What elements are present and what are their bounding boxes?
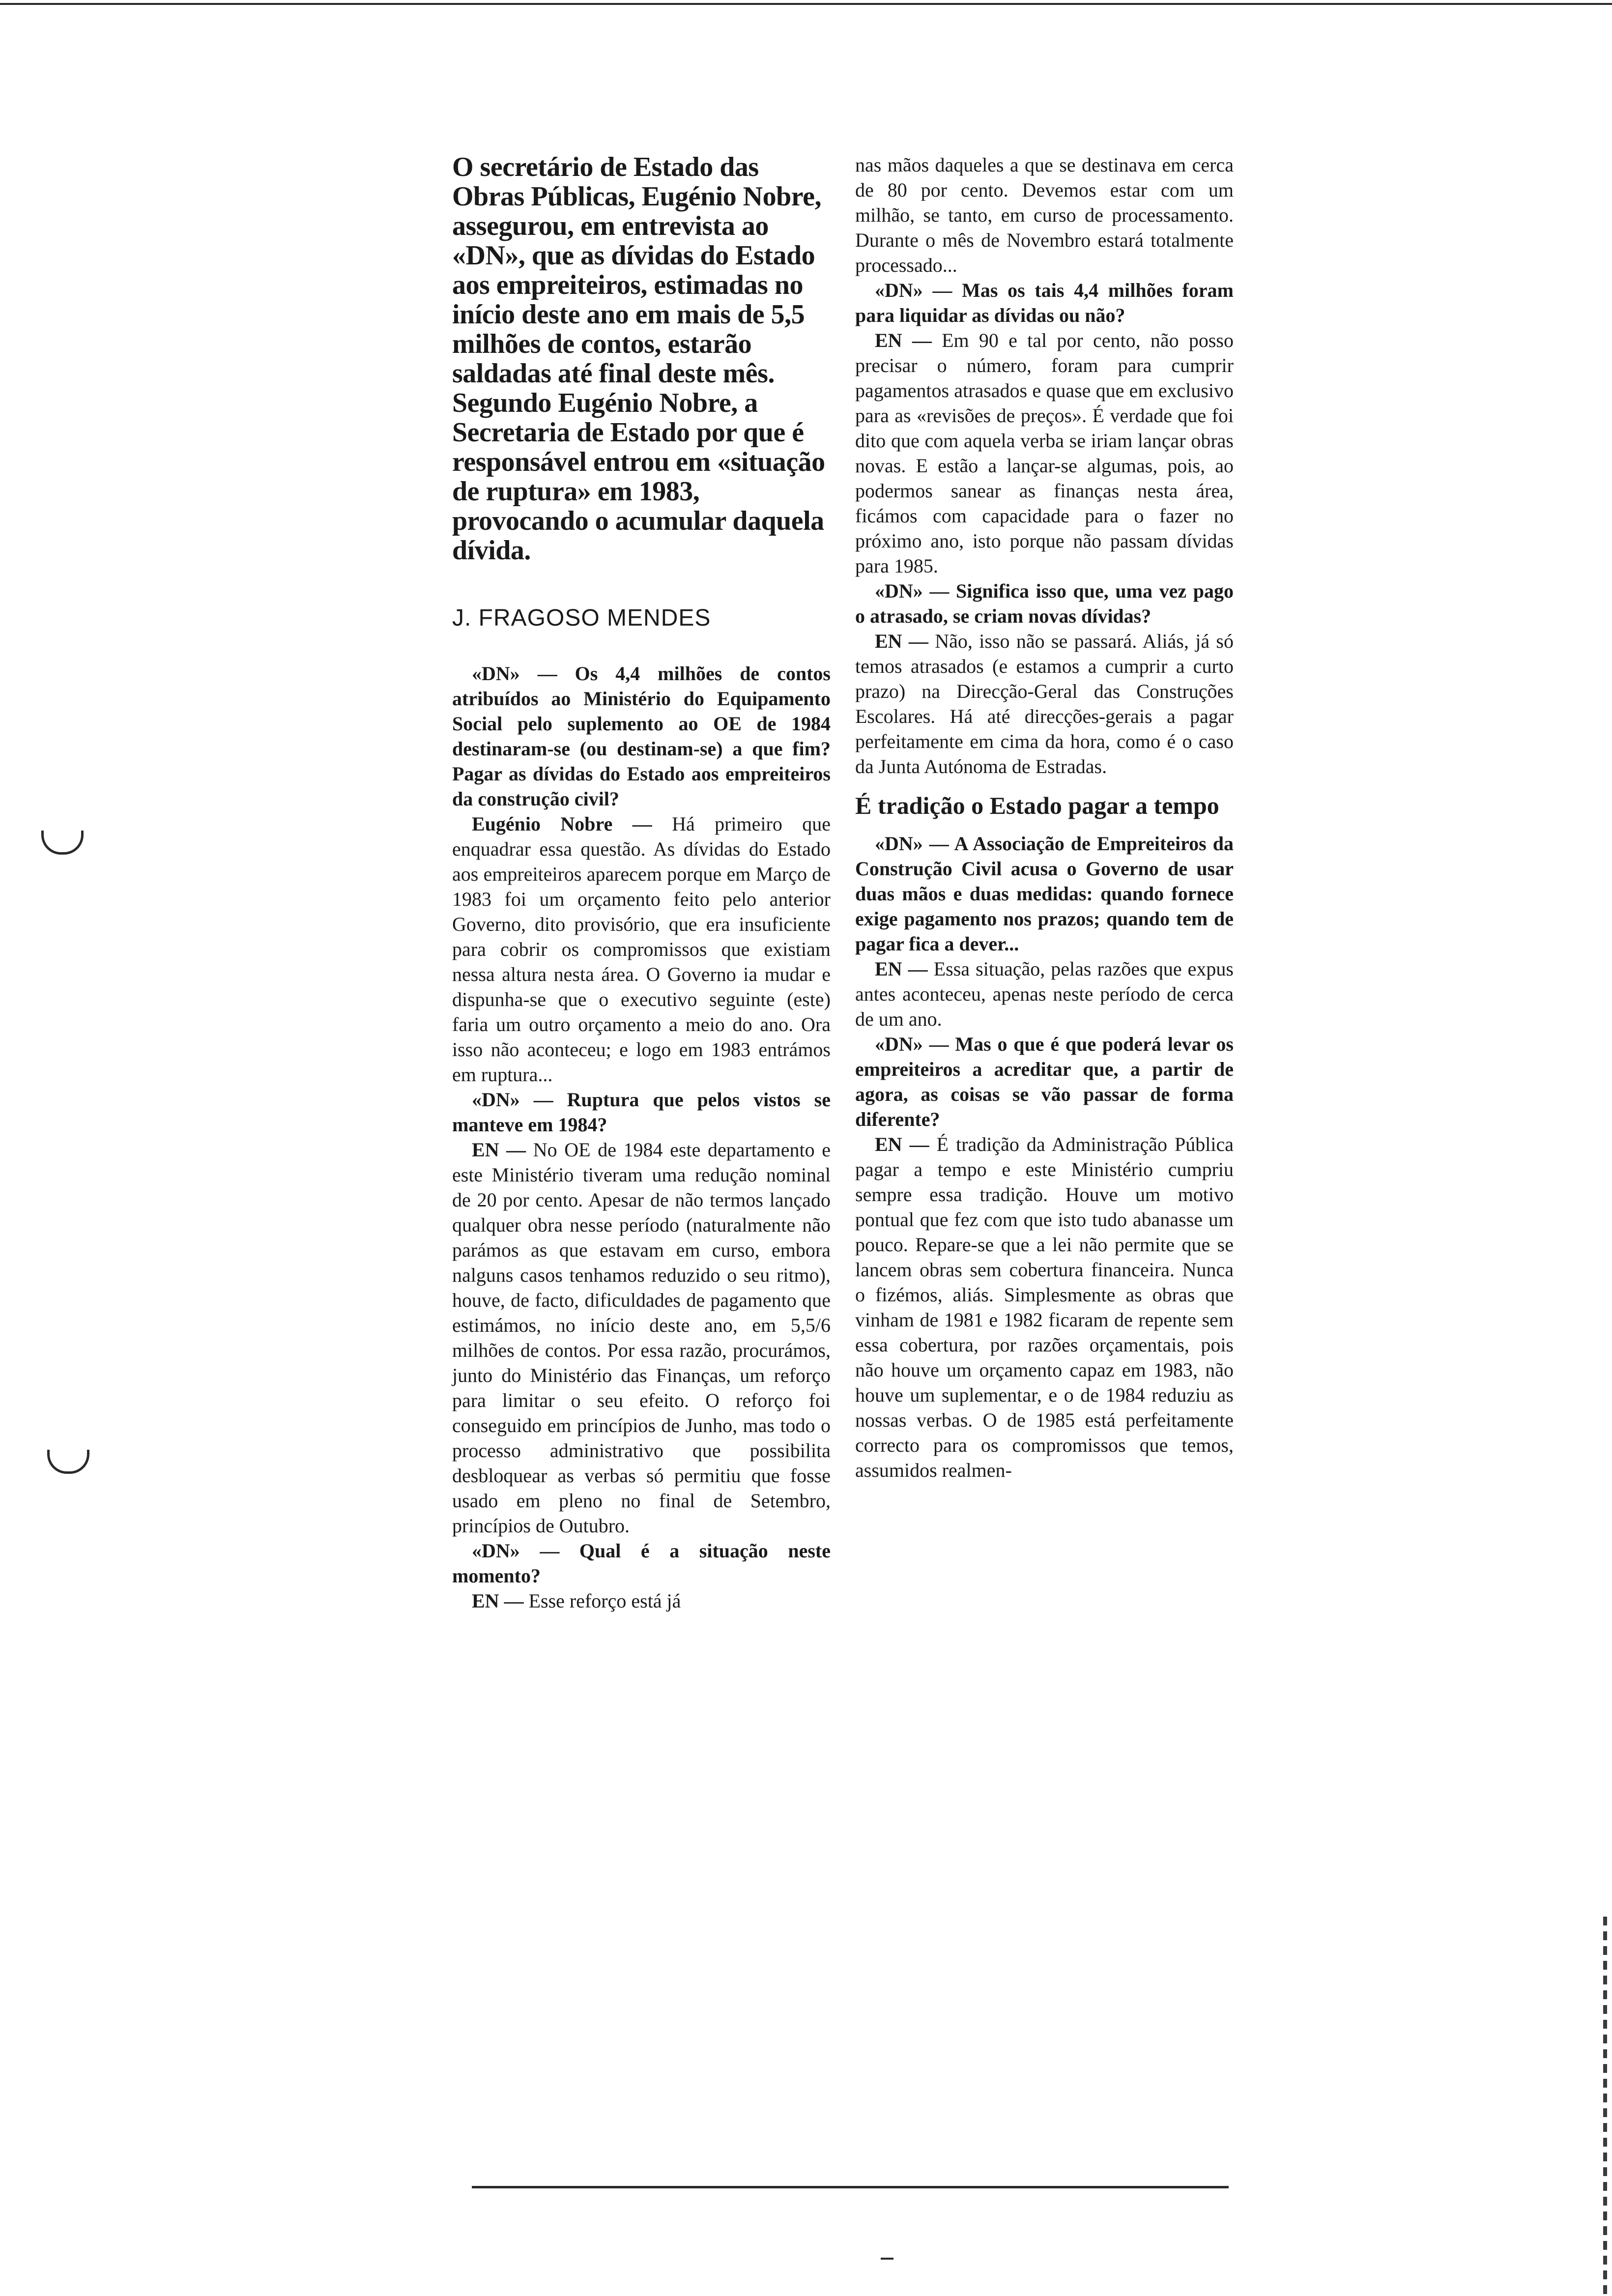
- answer-7: [855, 1132, 1234, 1483]
- question-1: «DN» — Os 4,4 milhões de contos atribuídos ao Ministério do Equipamento Social pelo suplemento ao OE de 1984 destinaram-se (ou destinam-se) a que fim? Pagar as dívidas do Estado aos empreiteiros da construção civil?: [452, 662, 831, 810]
- answer-text: Em 90 e tal por cento, não posso precisar o número, foram para cumprir pagamentos atrasados e quase que em exclusivo para as «revisões de preços». É verdade que foi dito que com aquela verba se iriam lançar obras novas. E estão a lançar-se algumas, pois, ao podermos sanear as finanças nesta área, ficámos com capacidade para o fazer no próximo ano, isto porque não passam dívidas para 1985.: [855, 329, 1234, 577]
- answer-text: No OE de 1984 este departamento e este Ministério tiveram uma redução nominal de 20 por cento. Apesar de não termos lançado qualquer obra nesse período (naturalmente não parámos as que estavam em curso, embora nalguns casos tenhamos reduzido o seu ritmo), houve, de facto, dificuldades de pagamento que estimámos, no início deste ano, em 5,5/6 milhões de contos. Por essa razão, procurámos, junto do Ministério das Finanças, um reforço para limitar o seu efeito. O reforço foi conseguido em princípios de Junho, mas todo o processo administrativo que possibilita desbloquear as verbas só permitiu que fosse usado em pleno no final de Setembro, princípios de Outubro.: [452, 1139, 831, 1537]
- top-border-line: [0, 3, 1612, 5]
- newspaper-article: [452, 152, 1234, 2157]
- speaker-label: EN —: [875, 630, 928, 652]
- scan-edge-mark: [1603, 1917, 1607, 2296]
- answer-text: Há primeiro que enquadrar essa questão. As dívidas do Estado aos empreiteiros aparecem porque em Março de 1983 foi um orçamento feito pelo anterior Governo, dito provisório, que era insuficiente para cobrir os compromissos que existiam nessa altura nesta área. O Governo ia mudar e dispunha-se que o executivo seguinte (este) faria um outro orçamento a meio do ano. Ora isso não aconteceu; e logo em 1983 entrámos em ruptura...: [452, 813, 831, 1086]
- answer-3-continued: nas mãos daqueles a que se destinava em cerca de 80 por cento. Devemos estar com um milhão, se tanto, em curso de processamento. Durante o mês de Novembro estará totalmente processado...: [855, 154, 1234, 276]
- answer-text: Não, isso não se passará. Aliás, já só temos atrasados (e estamos a cumprir a curto prazo) na Direcção-Geral das Construções Escolares. Há até direcções-gerais a pagar perfeitamente em cima da hora, como é o caso da Junta Autónoma de Estradas.: [855, 630, 1234, 777]
- article-lead: O secretário de Estado das Obras Públicas, Eugénio Nobre, assegurou, em entrevista ao «DN», que as dívidas do Estado aos empreiteiros, estimadas no início deste ano em mais de 5,5 milhões de contos, estarão saldadas até final deste mês. Segundo Eugénio Nobre, a Secretaria de Estado por que é responsável entrou em «situação de ruptura» em 1983, provocando o acumular daquela dívida.: [452, 152, 825, 566]
- answer-text: Esse reforço está já: [523, 1590, 681, 1612]
- question-4: «DN» — Mas os tais 4,4 milhões foram para liquidar as dívidas ou não?: [855, 279, 1234, 326]
- answer-2: [452, 1137, 831, 1538]
- bottom-rule: [472, 2186, 1229, 2188]
- answer-1: [452, 811, 831, 1087]
- section-subheading: É tradição o Estado pagar a tempo: [855, 792, 1219, 819]
- answer-5: [855, 629, 1234, 779]
- left-column: [452, 152, 831, 1613]
- speaker-label: EN —: [472, 1139, 526, 1161]
- speaker-label: EN —: [875, 329, 932, 351]
- question-5: «DN» — Significa isso que, uma vez pago o atrasado, se criam novas dívidas?: [855, 580, 1234, 627]
- answer-3: [452, 1588, 831, 1613]
- byline: J. FRAGOSO MENDES: [452, 605, 711, 631]
- answer-text: É tradição da Administração Pública pagar a tempo e este Ministério cumpriu sempre essa tradição. Houve um motivo pontual que fez com que isto tudo abanasse um pouco. Repare-se que a lei não permite que se lancem obras sem cobertura financeira. Nunca o fizémos, aliás. Simplesmente as obras que vinham de 1981 e 1982 ficaram de repente sem essa cobertura, por razões orçamentais, pois não houve um orçamento capaz em 1983, não houve um suplementar, e o de 1984 reduziu as nossas verbas. O de 1985 está perfeitamente correcto para os compromissos que temos, assumidos realmen-: [855, 1133, 1234, 1481]
- question-7: «DN» — Mas o que é que poderá levar os empreiteiros a acreditar que, a partir de agora, as coisas se vão passar de forma diferente?: [855, 1033, 1234, 1130]
- question-2: «DN» — Ruptura que pelos vistos se manteve em 1984?: [452, 1089, 831, 1136]
- question-3: «DN» — Qual é a situação neste momento?: [452, 1540, 831, 1587]
- page-dash-mark: [881, 2258, 893, 2260]
- answer-4: [855, 328, 1234, 578]
- question-6: «DN» — A Associação de Empreiteiros da Construção Civil acusa o Governo de usar duas mãos e duas medidas: quando fornece exige pagamento nos prazos; quando tem de pagar fica a dever...: [855, 832, 1234, 955]
- punch-hole-mark: [47, 1450, 89, 1474]
- speaker-label: EN —: [875, 1133, 929, 1155]
- speaker-label: EN —: [472, 1590, 524, 1612]
- punch-hole-mark: [41, 831, 84, 855]
- answer-6: [855, 956, 1234, 1032]
- speaker-label: Eugénio Nobre —: [472, 813, 652, 835]
- right-column: [855, 152, 1234, 1483]
- speaker-label: EN —: [875, 958, 928, 980]
- answer-text: Essa situação, pelas razões que expus antes aconteceu, apenas neste período de cerca de um ano.: [855, 958, 1234, 1030]
